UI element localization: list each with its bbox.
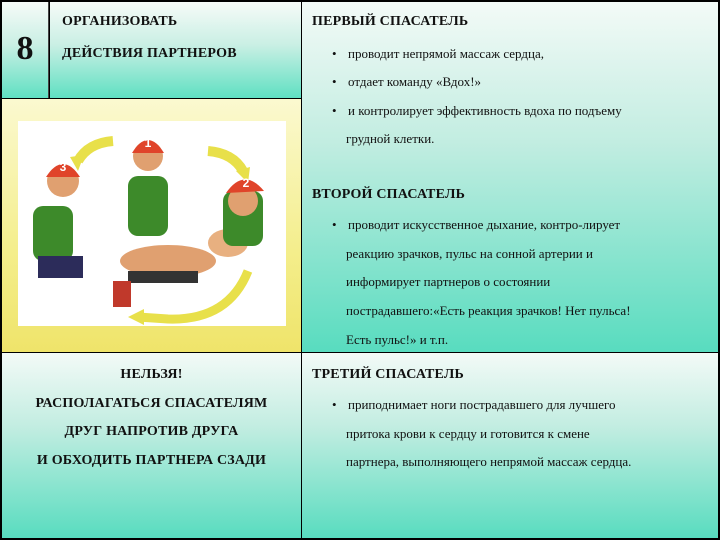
rescuers-illustration xyxy=(18,121,286,326)
first-rescuer-item: • проводит непрямой массаж сердца, xyxy=(332,46,544,61)
step-title-line1: ОРГАНИЗОВАТЬ xyxy=(62,14,178,29)
first-rescuer-item-continued: грудной клетки. xyxy=(346,131,435,146)
helmet-number-2: 2 xyxy=(242,176,250,190)
forbidden-panel xyxy=(2,353,301,538)
helmet-number-3: 3 xyxy=(59,160,67,174)
arrow-top-icon xyxy=(78,141,113,161)
first-rescuer-item: • и контролирует эффективность вдоха по подъему xyxy=(332,103,622,118)
rescuers-info-panel xyxy=(302,2,718,352)
step-title-line2: ДЕЙСТВИЯ ПАРТНЕРОВ xyxy=(62,46,237,61)
second-rescuer-line: • проводит искусственное дыхание, контро-лирует xyxy=(332,217,621,232)
helmet-number-1: 1 xyxy=(144,136,152,150)
second-rescuer-line: Есть пульс!» и т.п. xyxy=(346,332,449,347)
medical-kit xyxy=(113,281,131,307)
third-rescuer-line: партнера, выполняющего непрямой массаж сердца. xyxy=(346,454,632,469)
second-rescuer-line: пострадавшего:«Есть реакция зрачков! Нет пульса! xyxy=(346,303,631,318)
step-title-cell xyxy=(50,2,301,98)
second-rescuer-line: реакцию зрачков, пульс на сонной артерии и xyxy=(346,246,593,261)
forbidden-line: ДРУГ НАПРОТИВ ДРУГА xyxy=(64,424,239,439)
second-rescuer-line: информирует партнеров о состоянии xyxy=(346,274,551,289)
third-rescuer-line: притока крови к сердцу и готовится к смене xyxy=(346,426,590,441)
first-rescuer-heading: ПЕРВЫЙ СПАСАТЕЛЬ xyxy=(312,14,469,29)
step-number-cell xyxy=(2,2,49,98)
arrow-right-icon xyxy=(208,151,243,171)
third-rescuer-panel xyxy=(302,353,718,538)
second-rescuer-heading: ВТОРОЙ СПАСАТЕЛЬ xyxy=(312,187,466,202)
step-number: 8 xyxy=(16,30,34,67)
illustration-frame xyxy=(18,121,286,326)
third-rescuer-heading: ТРЕТИЙ СПАСАТЕЛЬ xyxy=(312,367,464,382)
forbidden-heading: НЕЛЬЗЯ! xyxy=(120,367,183,382)
first-rescuer-item: • отдает команду «Вдох!» xyxy=(332,74,482,89)
illustration-panel xyxy=(2,99,301,352)
third-rescuer-line: • приподнимает ноги пострадавшего для лучшего xyxy=(332,397,616,412)
forbidden-line: И ОБХОДИТЬ ПАРТНЕРА СЗАДИ xyxy=(36,453,267,468)
forbidden-line: РАСПОЛАГАТЬСЯ СПАСАТЕЛЯМ xyxy=(35,396,268,411)
